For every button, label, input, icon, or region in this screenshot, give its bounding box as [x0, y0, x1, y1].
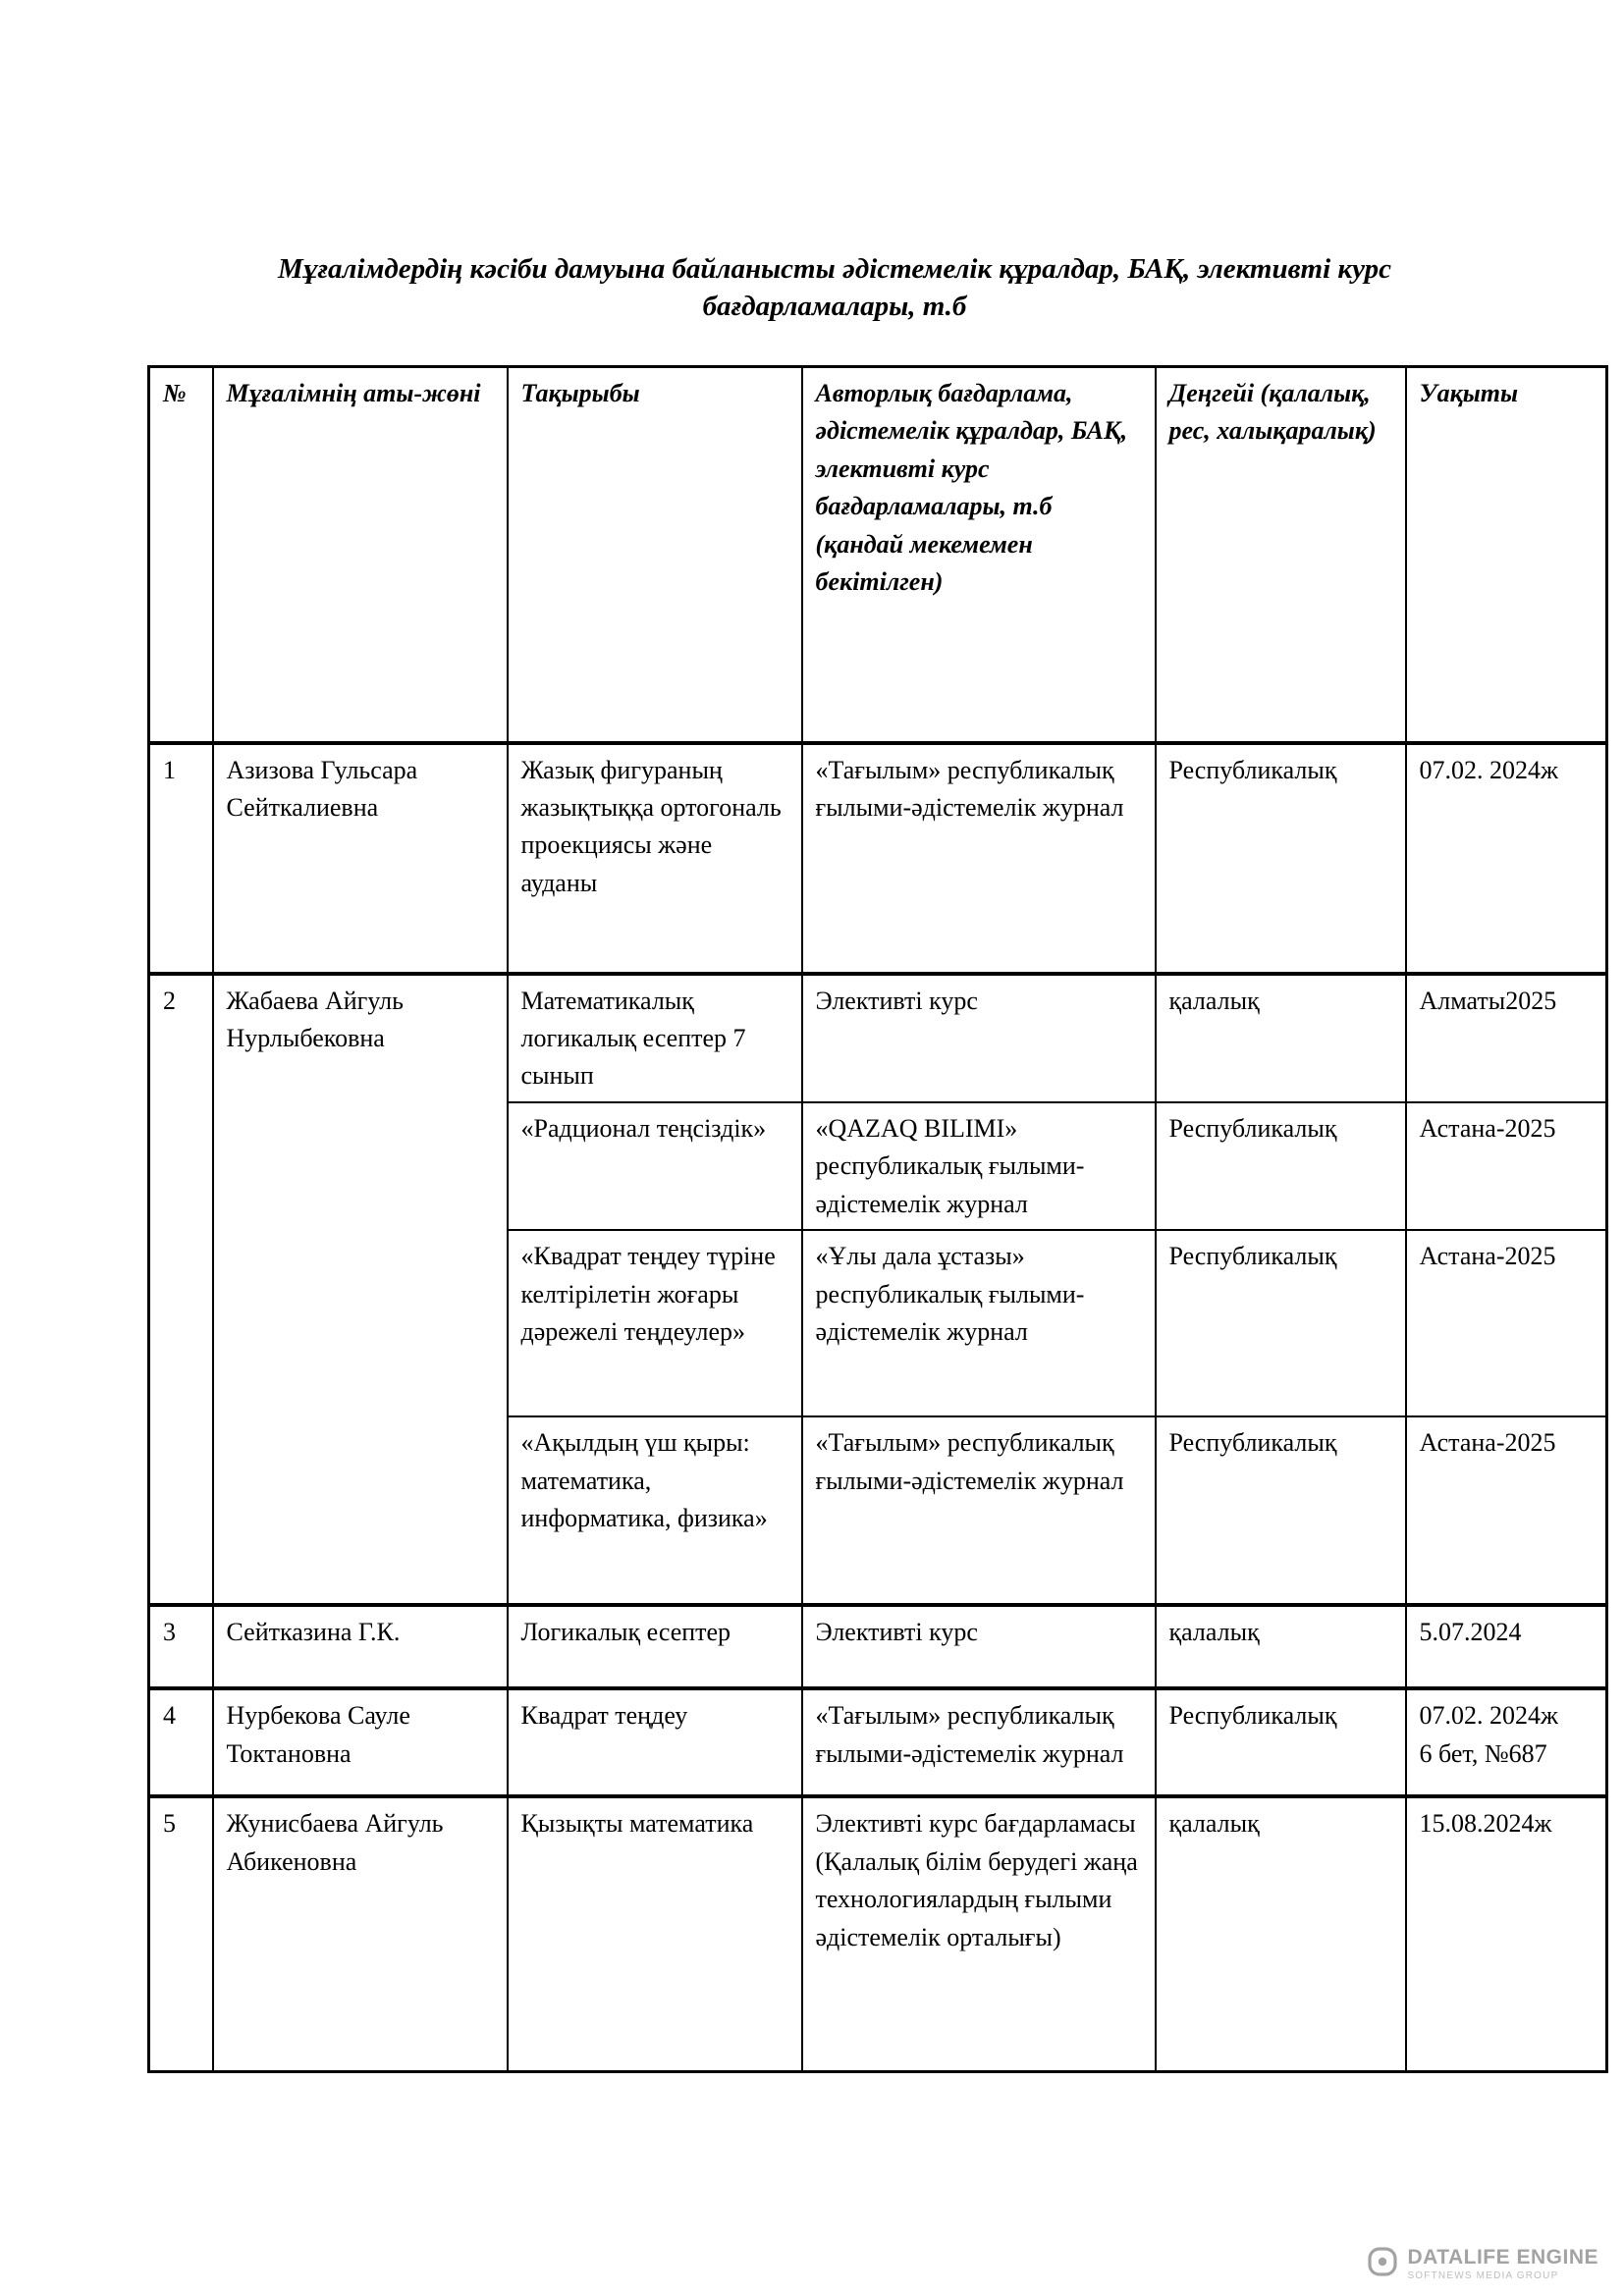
table-row-2-sub1: [149, 974, 1607, 1102]
table-row-4: [149, 1688, 1607, 1796]
row3-program-cell: Элективті курс: [802, 1605, 1156, 1688]
row2-sub2-level-cell: Республикалық: [1156, 1102, 1406, 1230]
page-title-line2: бағдарламалары, т.б: [702, 290, 967, 322]
header-program: Авторлық бағдарлама, әдістемелік құралдар, БАҚ, элективті курс бағдарламалары, т.б (қандай мекемемен бекітілген): [802, 367, 1156, 743]
row2-sub3-program-cell: «Ұлы дала ұстазы» республикалық ғылыми-әдістемелік журнал: [802, 1230, 1156, 1416]
teachers-methodical-table: [147, 365, 1608, 2073]
row2-sub2-program-cell: «QAZAQ BILIMI» республикалық ғылыми-әдістемелік журнал: [802, 1102, 1156, 1230]
row4-time-cell: [1406, 1688, 1607, 1796]
watermark-subtitle: SOFTNEWS MEDIA GROUP: [1407, 2270, 1559, 2282]
header-num: №: [149, 367, 213, 743]
row5-level-cell: қалалық: [1156, 1796, 1406, 2071]
row2-sub1-topic-cell: Математикалық логикалық есептер 7 сынып: [508, 974, 802, 1102]
table-row-5: [149, 1796, 1607, 2071]
row5-program-cell: Элективті курс бағдарламасы (Қалалық білім берудегі жаңа технологиялардың ғылыми әдістемелік орталығы): [802, 1796, 1156, 2071]
row2-sub4-program-cell: «Тағылым» республикалық ғылыми-әдістемелік журнал: [802, 1416, 1156, 1605]
table-row-1: [149, 743, 1607, 974]
row4-time-line1: 07.02. 2024ж: [1419, 1701, 1558, 1731]
row3-topic-cell: Логикалық есептер: [508, 1605, 802, 1688]
page-title: [98, 251, 1571, 325]
table-row-3: [149, 1605, 1607, 1688]
row4-topic-cell: Квадрат теңдеу: [508, 1688, 802, 1796]
row2-sub3-time-cell: Астана-2025: [1406, 1230, 1607, 1416]
row5-num-cell: 5: [149, 1796, 213, 2071]
row2-sub1-level-cell: қалалық: [1156, 974, 1406, 1102]
header-level: Деңгейі (қалалық, рес, халықаралық): [1156, 367, 1406, 743]
datalife-eye-icon: [1367, 2246, 1398, 2282]
row2-sub4-time-cell: Астана-2025: [1406, 1416, 1607, 1605]
row3-num-cell: 3: [149, 1605, 213, 1688]
header-topic: Тақырыбы: [508, 367, 802, 743]
row5-time-cell: 15.08.2024ж: [1406, 1796, 1607, 2071]
row3-level-cell: қалалық: [1156, 1605, 1406, 1688]
row4-teacher-name-cell: Нурбекова Сауле Токтановна: [213, 1688, 508, 1796]
row2-teacher-name-cell: Жабаева Айгуль Нурлыбековна: [213, 974, 508, 1606]
row5-topic-cell: Қызықты математика: [508, 1796, 802, 2071]
watermark-brand: DATALIFE ENGINE: [1407, 2245, 1598, 2269]
row2-num-cell: 2: [149, 974, 213, 1606]
row1-program-cell: «Тағылым» республикалық ғылыми-әдістемелік журнал: [802, 743, 1156, 974]
row2-sub4-level-cell: Республикалық: [1156, 1416, 1406, 1605]
page-title-line1: Мұғалімдердің кәсіби дамуына байланысты әдістемелік құралдар, БАҚ, элективті курс: [278, 253, 1391, 285]
row4-num-cell: 4: [149, 1688, 213, 1796]
row1-time-cell: 07.02. 2024ж: [1406, 743, 1607, 974]
header-row: [149, 367, 1607, 743]
row2-sub1-program-cell: Элективті курс: [802, 974, 1156, 1102]
watermark-text: [1407, 2247, 1598, 2281]
header-teacher-name: Мұғалімнің аты-жөні: [213, 367, 508, 743]
row4-time-line2: 6 бет, №687: [1419, 1738, 1547, 1768]
row2-sub3-topic-cell: «Квадрат теңдеу түріне келтірілетін жоғары дәрежелі теңдеулер»: [508, 1230, 802, 1416]
row2-sub3-level-cell: Республикалық: [1156, 1230, 1406, 1416]
row4-level-cell: Республикалық: [1156, 1688, 1406, 1796]
row1-num-cell: 1: [149, 743, 213, 974]
row1-level-cell: Республикалық: [1156, 743, 1406, 974]
row2-sub2-time-cell: Астана-2025: [1406, 1102, 1607, 1230]
row1-topic-cell: Жазық фигураның жазықтыққа ортогональ проекциясы және ауданы: [508, 743, 802, 974]
row3-teacher-name-cell: Сейтказина Г.К.: [213, 1605, 508, 1688]
row4-program-cell: «Тағылым» республикалық ғылыми-әдістемелік журнал: [802, 1688, 1156, 1796]
row1-teacher-name-cell: Азизова Гульсара Сейткалиевна: [213, 743, 508, 974]
row2-sub1-time-cell: Алматы2025: [1406, 974, 1607, 1102]
row5-teacher-name-cell: Жунисбаева Айгуль Абикеновна: [213, 1796, 508, 2071]
row2-sub4-topic-cell: «Ақылдың үш қыры: математика, информатика, физика»: [508, 1416, 802, 1605]
row3-time-cell: 5.07.2024: [1406, 1605, 1607, 1688]
header-time: Уақыты: [1406, 367, 1607, 743]
datalife-engine-watermark: [1367, 2246, 1598, 2282]
row2-sub2-topic-cell: «Радционал теңсіздік»: [508, 1102, 802, 1230]
